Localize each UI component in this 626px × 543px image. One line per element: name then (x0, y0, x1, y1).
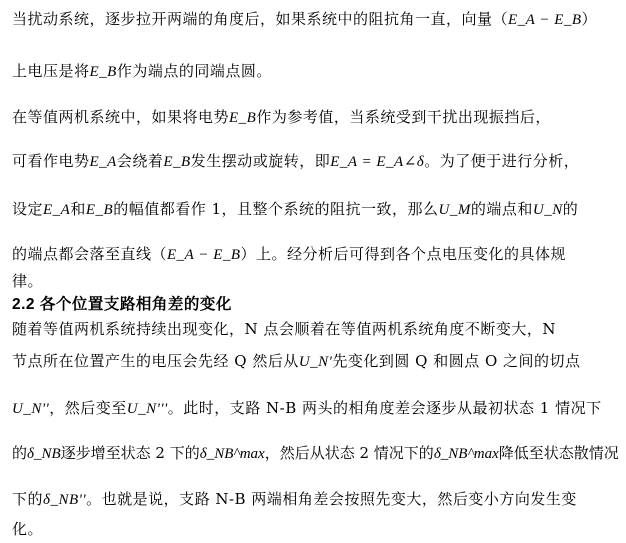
text: 可看作电势 (12, 152, 90, 170)
math-ea-angle-delta: E_A = E_A∠δ (330, 154, 425, 170)
text: 。为了便于进行分析， (424, 152, 580, 170)
math-ea: E_A (43, 202, 71, 218)
text: 的 (12, 444, 28, 462)
text: 和 (70, 200, 86, 218)
text: ） (581, 10, 598, 28)
text: 先变化到圆 Q 和圆点 O 之间的切点 (332, 352, 581, 370)
math-eb: E_B (89, 64, 117, 80)
math-eb: E_B (229, 110, 257, 126)
text: 。也就是说，支路 N-B 两端相角差会按照先变大，然后变小方向发生变 (86, 490, 577, 508)
text: 下的 (12, 490, 44, 508)
math-eb: E_B (85, 202, 114, 218)
text: 在等值两机系统中，如果将电势 (12, 108, 230, 126)
paragraph-3-line-3 (12, 397, 602, 418)
math-delta-nb-max: δ_NB^max (433, 446, 499, 462)
text: 。此时，支路 N-B 两头的相角度差会逐步从最初状态 1 情况下 (167, 399, 602, 417)
paragraph-2-line-3 (12, 198, 578, 219)
math-eb: E_B (163, 154, 191, 170)
text: 作为参考值，当系统受到干扰出现振挡后， (256, 108, 551, 126)
math-un-double-prime: U_N'' (12, 401, 50, 417)
math-un: U_N (532, 202, 563, 218)
text: 的幅值都看作 1，且整个系统的阻抗一致，那么 (113, 200, 439, 218)
heading-text: 2.2 各个位置支路相角差的变化 (12, 296, 232, 313)
paragraph-3-line-4 (12, 442, 619, 463)
text: ，然后变至 (49, 399, 127, 417)
math-un-triple-prime: U_N''' (126, 401, 168, 417)
text: 当扰动系统，逐步拉开两端的角度后，如果系统中的阻抗角一直，向量（ (12, 10, 509, 28)
paragraph-3-line-1 (12, 318, 556, 339)
text: ，然后从状态 2 情况下的 (264, 444, 434, 462)
text: 作为端点的同端点圆。 (116, 62, 272, 80)
paragraph-1-line-2 (12, 60, 272, 81)
math-ea: E_A (89, 154, 117, 170)
paragraph-2-line-5 (12, 270, 43, 291)
text: 发生摆动或旋转，即 (190, 152, 331, 170)
math-delta-nb: δ_NB (27, 446, 61, 462)
text: 的端点和 (470, 200, 533, 218)
paragraph-2-line-4 (12, 243, 566, 264)
math-um: U_M (438, 202, 471, 218)
text: 化。 (12, 520, 44, 538)
math-delta-nb-prime: δ_NB'' (43, 492, 87, 508)
math-ea-minus-eb: E_A − E_B (167, 247, 241, 263)
math-ea-minus-eb: E_A − E_B (508, 12, 582, 28)
paragraph-3-line-5 (12, 488, 577, 509)
paragraph-2-line-2 (12, 150, 579, 171)
paragraph-1-line-1 (12, 8, 597, 29)
text: 逐步增至状态 2 下的 (60, 444, 200, 462)
text: 降低至状态散情况 (498, 444, 619, 462)
text: 律。 (12, 272, 44, 290)
section-heading (12, 292, 232, 314)
paragraph-2-line-1 (12, 106, 551, 127)
text: 会绕着 (116, 152, 164, 170)
text: 上电压是将 (12, 62, 90, 80)
text: 的端点都会落至直线（ (12, 245, 168, 263)
paragraph-3-line-6 (12, 518, 43, 539)
text: 的 (562, 200, 579, 218)
text: 随着等值两机系统持续出现变化，N 点会顺着在等值两机系统角度不断变大，N (12, 320, 557, 338)
text: 设定 (12, 200, 44, 218)
math-un-prime: U_N' (298, 354, 333, 370)
paragraph-3-line-2 (12, 350, 581, 371)
math-delta-nb-max: δ_NB^max (199, 446, 265, 462)
text: ）上。经分析后可得到各个点电压变化的具体规 (240, 245, 567, 263)
text: 节点所在位置产生的电压会先经 Q 然后从 (12, 352, 299, 370)
